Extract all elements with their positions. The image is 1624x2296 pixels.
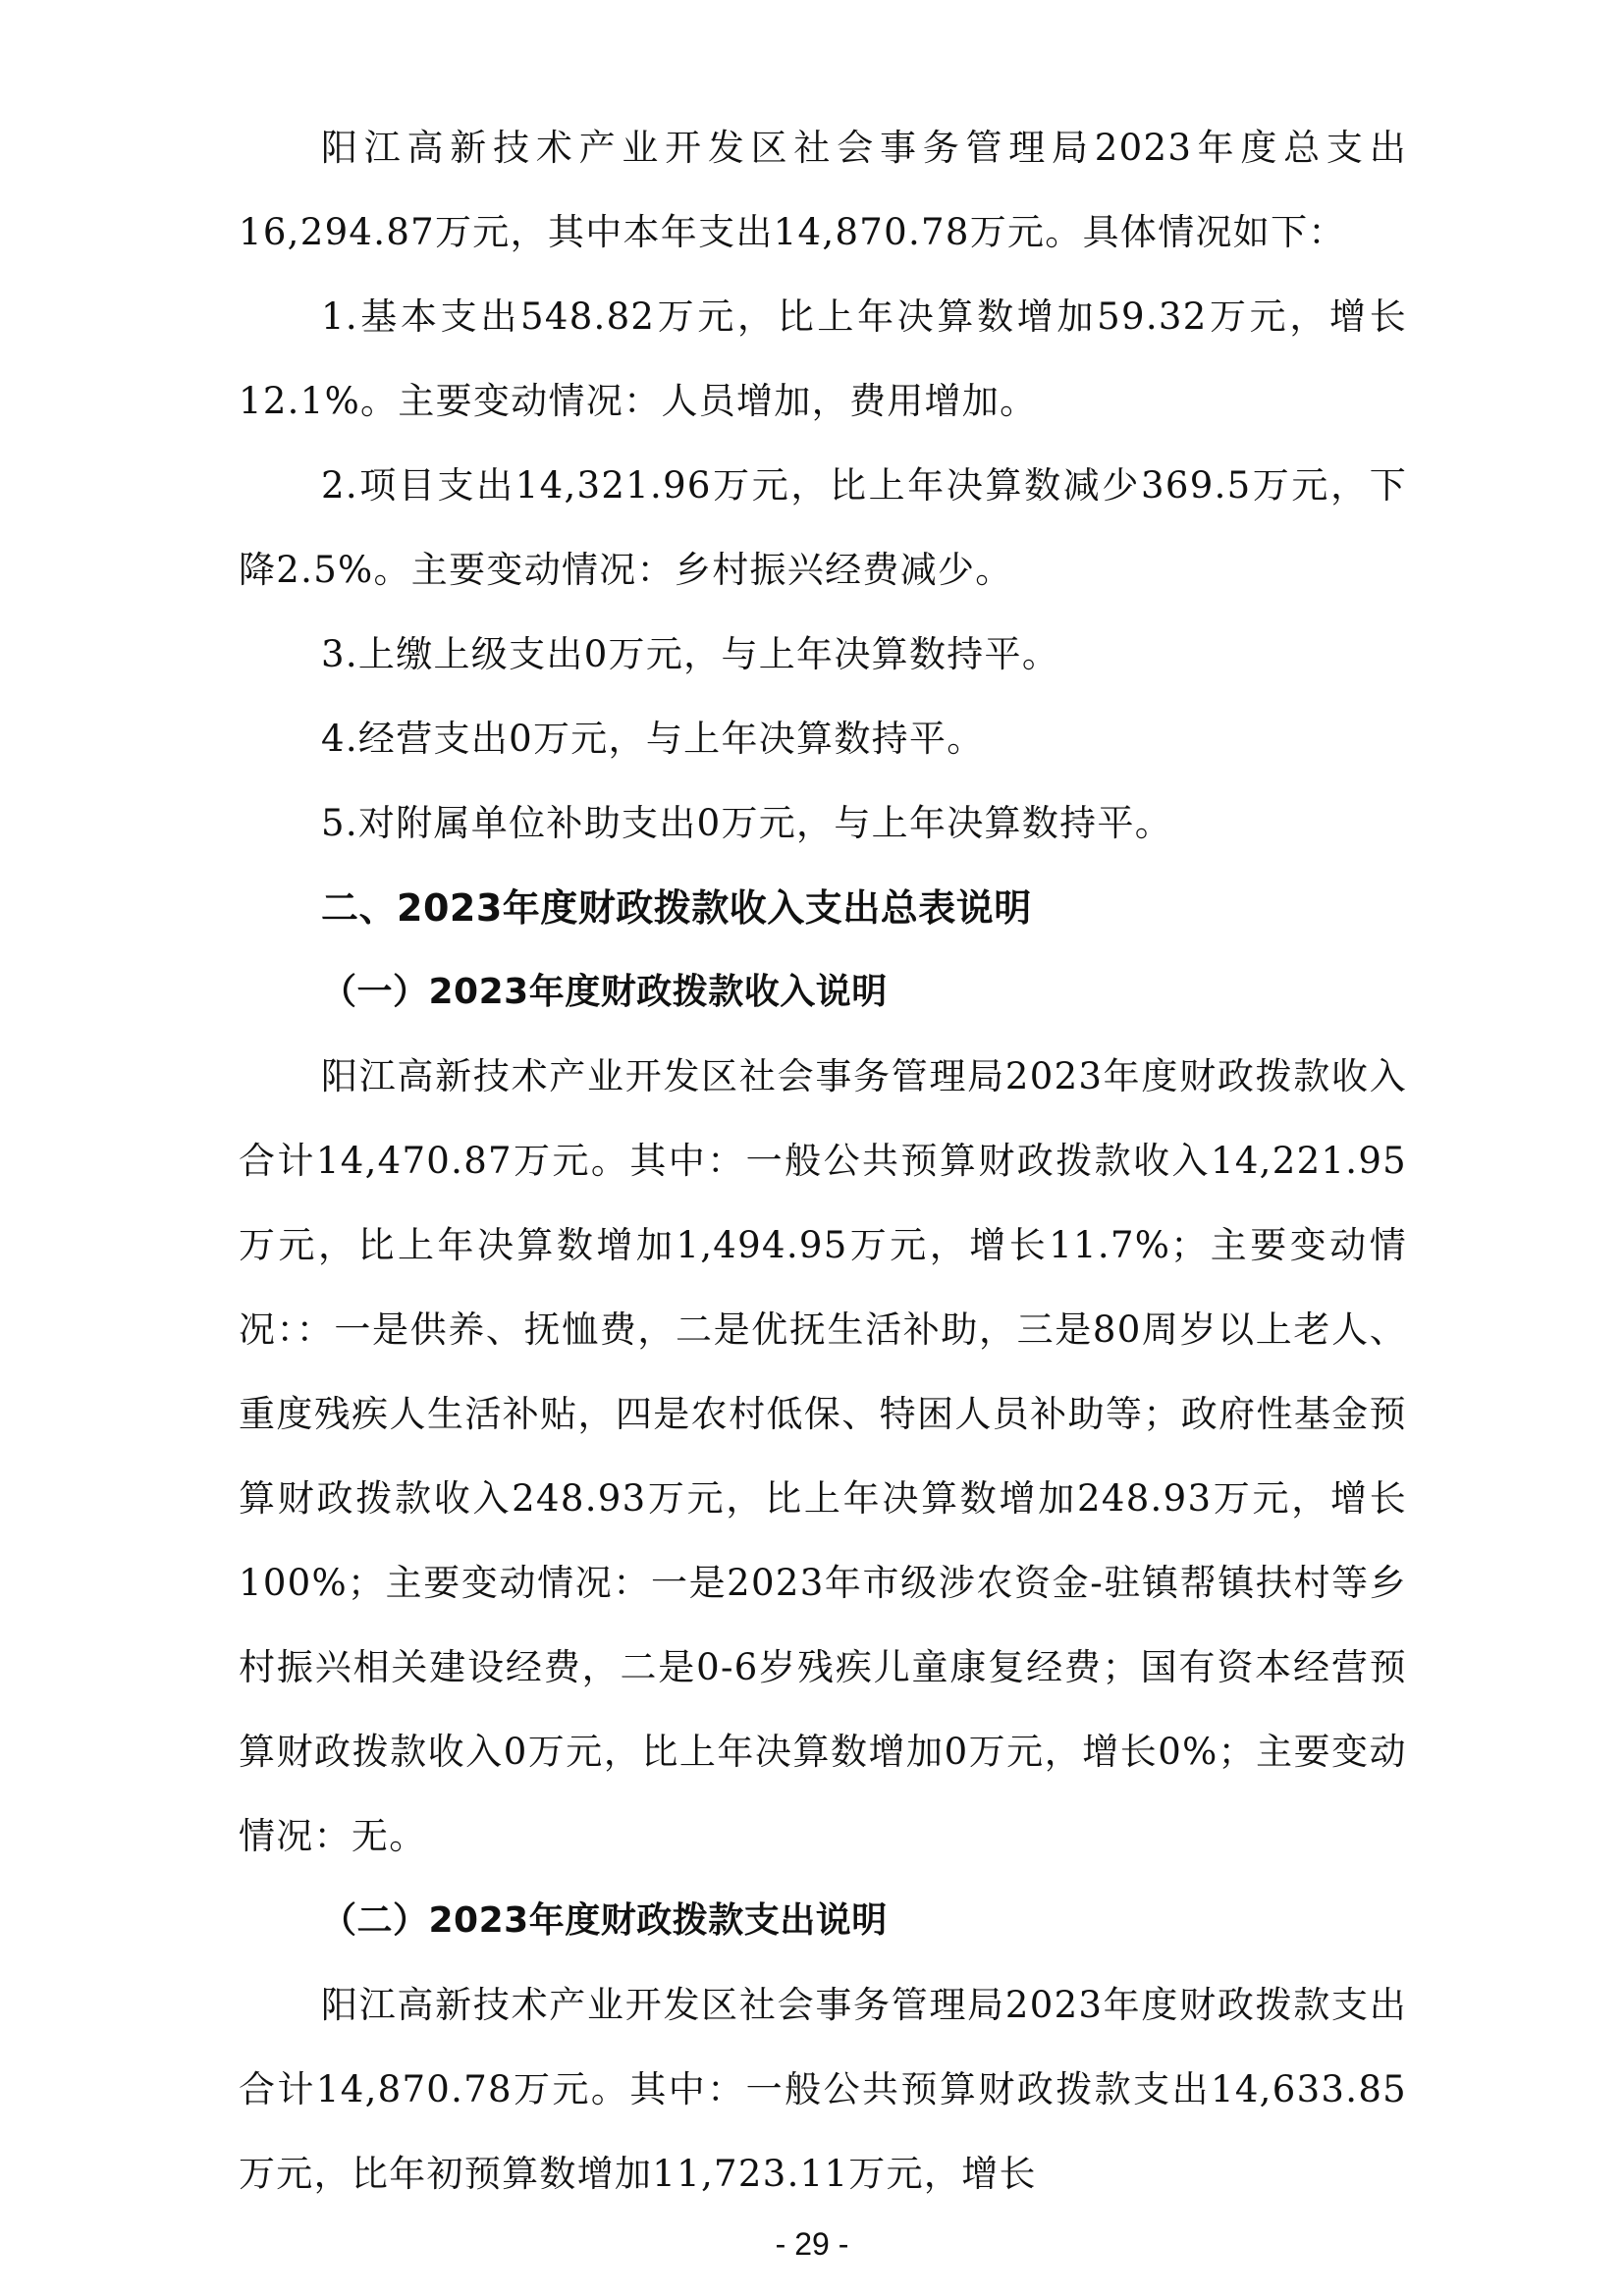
paragraph-project-expenditure: 2.项目支出14,321.96万元，比上年决算数减少369.5万元，下降2.5%。主要变动情况：乡村振兴经费减少。: [239, 464, 1407, 591]
paragraph-operating-expenditure: 4.经营支出0万元，与上年决算数持平。: [321, 718, 985, 760]
section-heading-fiscal-summary: 二、2023年度财政拨款收入支出总表说明: [321, 886, 1032, 930]
paragraph-superior-payment: 3.上缴上级支出0万元，与上年决算数持平。: [321, 633, 1060, 675]
paragraph-total-expenditure: 阳江高新技术产业开发区社会事务管理局2023年度总支出16,294.87万元，其中本年支出14,870.78万元。具体情况如下：: [239, 127, 1407, 253]
page-number: - 29 -: [775, 2226, 849, 2262]
paragraph-basic-expenditure: 1.基本支出548.82万元，比上年决算数增加59.32万元，增长12.1%。主要变动情况：人员增加，费用增加。: [239, 295, 1407, 422]
paragraph-fiscal-expenditure: 阳江高新技术产业开发区社会事务管理局2023年度财政拨款支出合计14,870.78万元。其中：一般公共预算财政拨款支出14,633.85万元，比年初预算数增加11,723.11万元，增长: [239, 1984, 1407, 2195]
subsection-heading-expenditure: （二）2023年度财政拨款支出说明: [321, 1900, 888, 1941]
subsection-heading-income: （一）2023年度财政拨款收入说明: [321, 972, 888, 1012]
document-body: [239, 106, 1407, 2216]
paragraph-fiscal-income: 阳江高新技术产业开发区社会事务管理局2023年度财政拨款收入合计14,470.87万元。其中：一般公共预算财政拨款收入14,221.95万元，比上年决算数增加1,494.95万元，增长11.7%；主要变动情况：：一是供养、抚恤费，二是优抚生活补助，三是80周岁以上老人、重度残疾人生活补贴，四是农村低保、特困人员补助等；政府性基金预算财政拨款收入248.93万元，比上年决算数增加248.93万元，增长100%；主要变动情况：一是2023年市级涉农资金-驻镇帮镇扶村等乡村振兴相关建设经费，二是0-6岁残疾儿童康复经费；国有资本经营预算财政拨款收入0万元，比上年决算数增加0万元，增长0%；主要变动情况：无。: [239, 1055, 1407, 1857]
paragraph-subsidiary-subsidy: 5.对附属单位补助支出0万元，与上年决算数持平。: [321, 802, 1173, 844]
